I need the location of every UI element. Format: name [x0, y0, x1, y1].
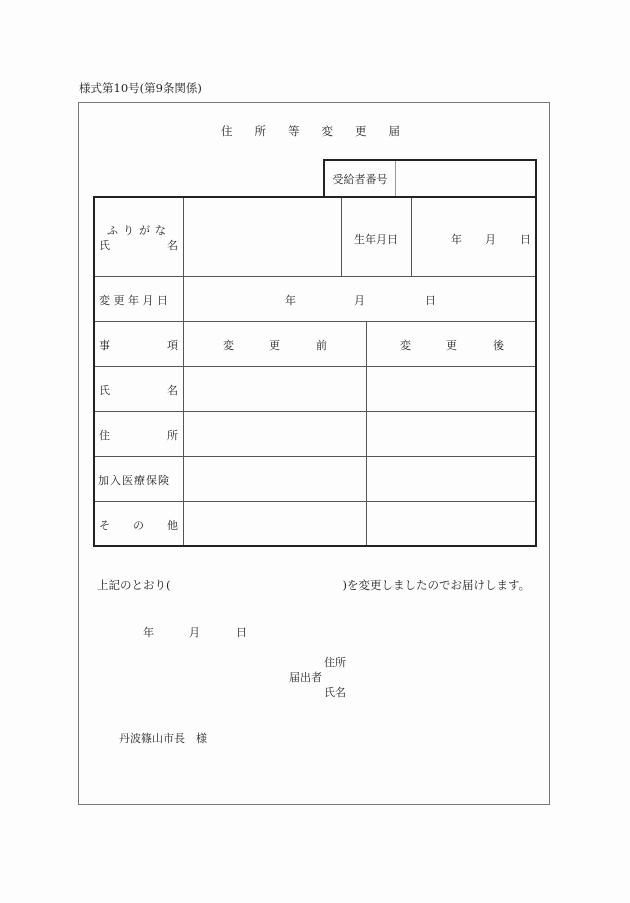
row-label-name-left: 氏	[99, 384, 110, 397]
row-divider	[95, 276, 535, 277]
after-header: 変	[400, 339, 411, 352]
insurance-before-field[interactable]	[184, 457, 366, 501]
before-header: 更	[269, 339, 280, 352]
col-divider	[411, 198, 412, 276]
other-before-field[interactable]	[184, 502, 366, 545]
item-label-left: 事	[99, 339, 110, 352]
change-table	[93, 196, 537, 547]
applicant-name-label: 氏名	[324, 686, 346, 699]
other-after-field[interactable]	[367, 502, 535, 545]
submit-year: 年	[143, 626, 154, 639]
title-char: 住	[221, 124, 233, 138]
name-label-left: 氏	[99, 239, 110, 252]
row-label-insurance: 加入医療保険	[98, 474, 170, 487]
change-date-day: 日	[425, 294, 436, 307]
address-after-field[interactable]	[367, 412, 535, 456]
title-char: 更	[355, 124, 367, 138]
change-date-year: 年	[285, 294, 296, 307]
birthdate-month: 月	[485, 233, 496, 246]
recipient-number-label: 受給者番号	[325, 161, 396, 197]
submit-day: 日	[236, 626, 247, 639]
row-label-address-right: 所	[167, 429, 178, 442]
statement-prefix: 上記のとおり(	[97, 578, 171, 592]
statement	[97, 577, 530, 593]
item-label-right: 項	[167, 339, 178, 352]
form-number-label: 様式第10号(第9条関係)	[79, 81, 202, 95]
change-date-label: 変 更 年 月 日	[99, 294, 168, 307]
recipient-number-field[interactable]	[396, 161, 535, 197]
before-header: 前	[316, 339, 327, 352]
row-label-other: 他	[167, 519, 178, 532]
col-divider	[341, 198, 342, 276]
statement-suffix: )を変更しましたのでお届けします。	[342, 578, 531, 592]
submit-month: 月	[189, 626, 200, 639]
title-char: 所	[254, 124, 266, 138]
change-date-month: 月	[354, 294, 365, 307]
addressee: 丹波篠山市長 様	[119, 732, 207, 745]
row-label-other: そ	[99, 519, 110, 532]
row-divider	[95, 321, 535, 322]
address-before-field[interactable]	[184, 412, 366, 456]
form-title	[221, 123, 400, 139]
name-before-field[interactable]	[184, 367, 366, 411]
applicant-address-label: 住所	[324, 656, 346, 669]
after-header: 後	[493, 339, 504, 352]
insurance-after-field[interactable]	[367, 457, 535, 501]
furigana-label: ふりがな	[107, 224, 171, 237]
title-char: 変	[321, 124, 333, 138]
title-char: 届	[388, 124, 400, 138]
birthdate-year: 年	[451, 233, 462, 246]
name-after-field[interactable]	[367, 367, 535, 411]
row-label-address-left: 住	[99, 429, 110, 442]
after-header: 更	[446, 339, 457, 352]
row-label-other: の	[133, 519, 144, 532]
name-label-right: 名	[167, 239, 178, 252]
applicant-role-label: 届出者	[289, 671, 322, 684]
row-label-name-right: 名	[167, 384, 178, 397]
title-char: 等	[288, 124, 300, 138]
birthdate-day: 日	[520, 233, 531, 246]
name-field[interactable]	[184, 198, 341, 276]
recipient-number-box	[323, 159, 537, 197]
before-header: 変	[223, 339, 234, 352]
birthdate-label: 生年月日	[354, 233, 398, 246]
